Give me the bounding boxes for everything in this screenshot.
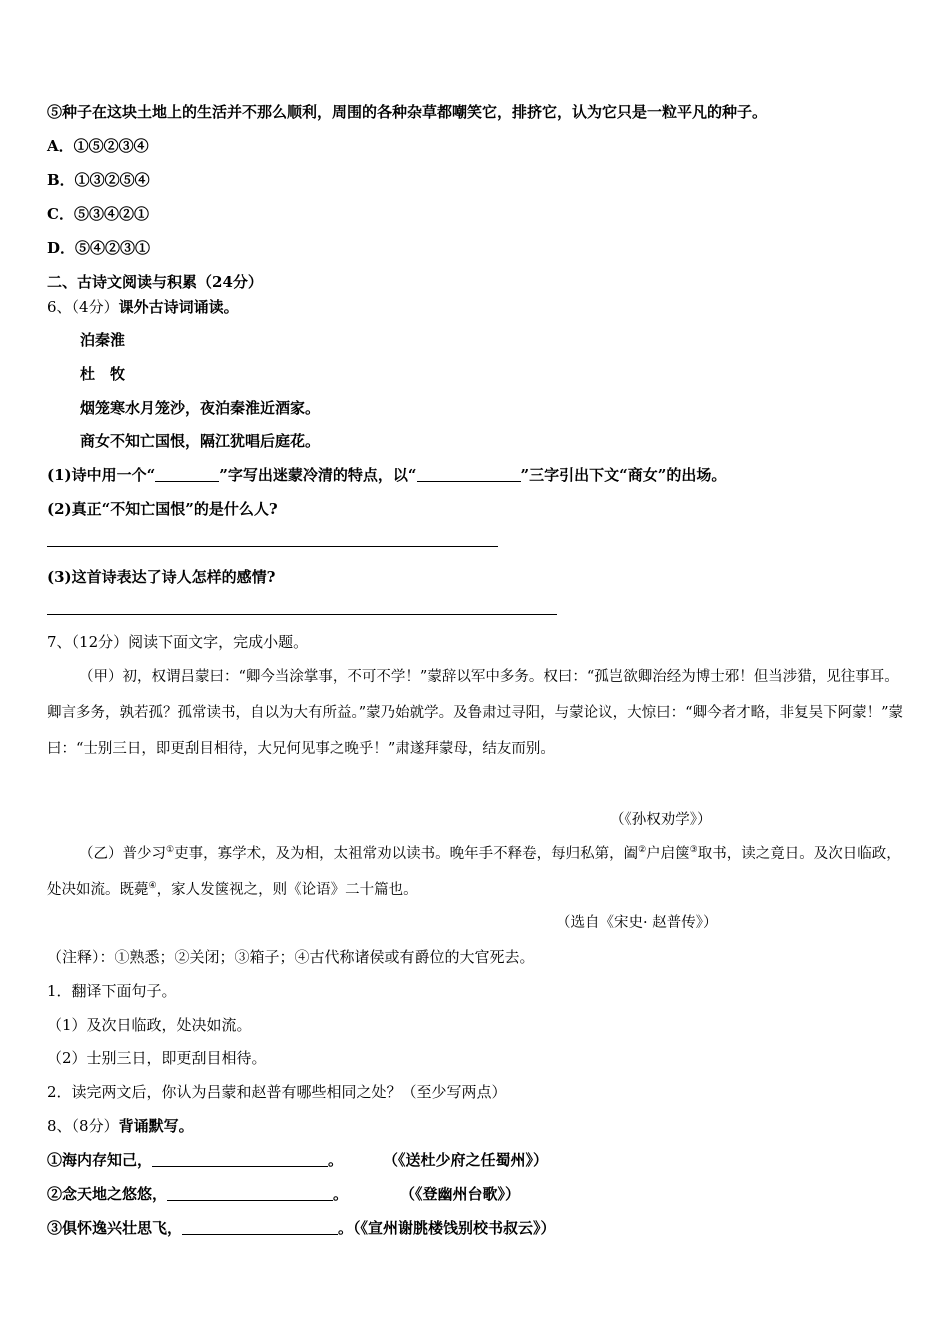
q5-option-d: D．⑤④②③① [47,239,151,257]
poem-line-1: 烟笼寒水月笼沙，夜泊秦淮近酒家。 [80,399,321,417]
recite-line-3 [47,1218,556,1238]
q5-option-c: C．⑤③④②① [47,205,149,223]
annotations: （注释）：①熟悉；②关闭；③箱子；④古代称诸侯或有爵位的大官死去。 [47,948,535,966]
section-title: 二、古诗文阅读与积累（24分） [47,273,263,291]
answer-blank-2[interactable] [417,466,521,482]
q7-instruction: 阅读下面文字，完成小题。 [128,633,309,651]
recite-source-1: （《送杜少府之任蜀州》） [383,1151,549,1169]
passage-b-text-1: （乙）普少习 [79,846,166,862]
note-mark-2: ② [638,845,647,855]
poem-line-2: 商女不知亡国恨，隔江犹唱后庭花。 [80,432,321,450]
recite-line-3-text: ③俱怀逸兴壮思飞， [47,1219,183,1237]
note-mark-1: ① [166,845,175,855]
passage-b-text-3: 户启箧 [646,846,690,862]
passage-b-text-2: 吏事，寡学术，及为相，太祖常劝以读书。晚年手不释卷，每归私第，阖 [174,846,639,862]
recite-line-2-text: ②念天地之悠悠， [47,1185,168,1203]
q6-sub1 [47,465,726,485]
poem-title: 泊秦淮 [80,331,126,349]
recite-line-2-end: 。 [333,1185,349,1203]
passage-b-text-4: 取书，读之竟日。及次日临政，处决如流。既薨 [47,846,901,898]
q5-option-a: A．①⑤②③④ [47,137,149,155]
q7-number: 7、（12分） [47,633,129,651]
recite-blank-3[interactable] [182,1219,338,1235]
source-a: （《孙权劝学》） [610,812,712,828]
passage-b [47,836,905,908]
q6-title: 课外古诗词诵读。 [118,298,239,316]
q7-heading [47,632,308,652]
recite-line-2 [47,1184,520,1204]
task-1-2: （2）士别三日，即更刮目相待。 [47,1049,267,1067]
recite-source-3: （《宣州谢朓楼饯别校书叔云》） [353,1219,556,1237]
q6-sub1-part-a: (1)诗中用一个“ [47,466,156,484]
q6-sub1-part-b: ”字写出迷蒙冷清的特点，以“ [219,466,417,484]
q5-option-b: B．①③②⑤④ [47,171,150,189]
task-2: 2．读完两文后，你认为吕蒙和赵普有哪些相同之处？（至少写两点） [47,1083,507,1101]
answer-blank-1[interactable] [155,466,219,482]
task-1: 1．翻译下面句子。 [47,982,177,1000]
poem-author: 杜 牧 [80,365,126,383]
q6-number: 6、（4分） [47,298,119,316]
q8-heading [47,1116,194,1136]
note-mark-4: ④ [148,881,157,891]
recite-line-1 [47,1150,548,1170]
q8-title: 背诵默写。 [118,1117,194,1135]
answer-line-sub3[interactable] [47,614,557,615]
q6-sub3: (3)这首诗表达了诗人怎样的感情? [47,568,276,586]
recite-line-1-text: ①海内存知己， [47,1151,153,1169]
answer-line-sub2[interactable] [47,546,498,547]
q6-sub1-part-c: ”三字引出下文“商女”的出场。 [520,466,727,484]
recite-line-3-end: 。 [338,1219,354,1237]
passage-b-text-5: ，家人发箧视之，则《论语》二十篇也。 [156,882,418,898]
task-1-1: （1）及次日临政，处决如流。 [47,1016,252,1034]
passage-a: （甲）初，权谓吕蒙曰：“卿今当涂掌事，不可不学！”蒙辞以军中多务。权曰：“孤岂欲卿治经为博士邪！但当涉猎，见往事耳。卿言多务，孰若孤？孤常读书，自以为大有所益。”蒙乃始就学。及鲁肃过寻阳，与蒙论议，大惊曰：“卿今者才略，非复吴下阿蒙！”蒙曰：“士别三日，即更刮目相待，大兄何见事之晚乎！”肃遂拜蒙母，结友而别。 [47,669,903,757]
note-mark-3: ③ [689,845,698,855]
recite-source-2: （《登幽州台歌》） [400,1185,521,1203]
recite-blank-1[interactable] [152,1151,328,1167]
recite-blank-2[interactable] [167,1185,333,1201]
q5-item5: ⑤种子在这块土地上的生活并不那么顺利，周围的各种杂草都嘲笑它，排挤它，认为它只是一粒平凡的种子。 [47,103,768,121]
source-b: （选自《宋史· 赵普传》） [556,915,718,931]
q6-sub2: (2)真正“不知亡国恨”的是什么人? [47,500,278,518]
recite-line-1-end: 。 [328,1151,344,1169]
q8-number: 8、（8分） [47,1117,119,1135]
q6-heading [47,297,239,317]
